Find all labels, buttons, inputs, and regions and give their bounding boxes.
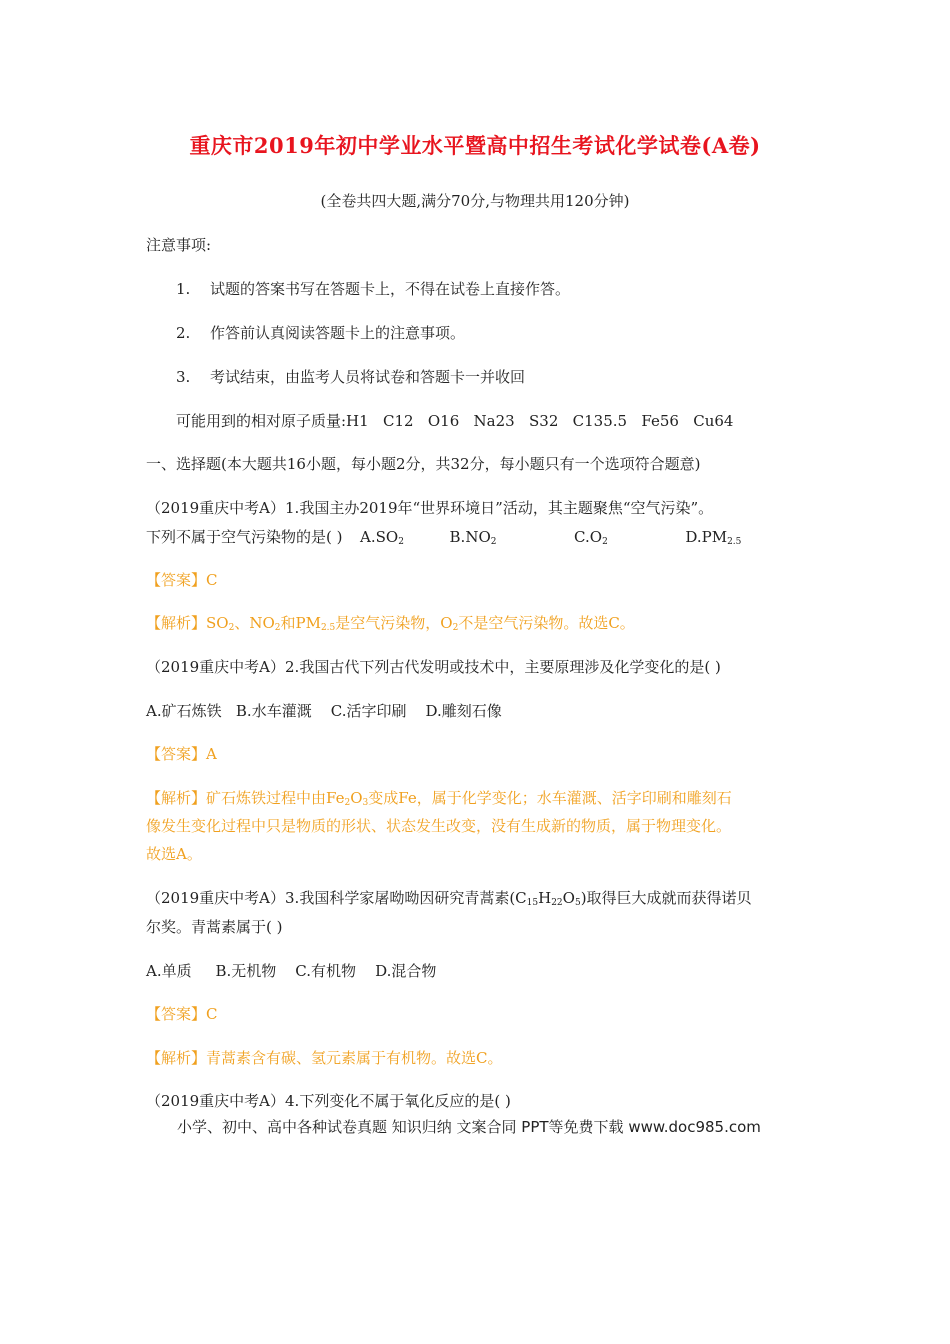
question-4-line-1: （2019重庆中考A）4.下列变化不属于氧化反应的是( ) (146, 1092, 511, 1110)
answer-value: C (206, 571, 218, 589)
notice-item-text: 作答前认真阅读答题卡上的注意事项。 (210, 324, 466, 342)
option-d: $D.PM_{2.5}$ (685, 528, 742, 547)
question-3-options: A.单质 B.无机物 C.有机物 D.混合物 (146, 962, 437, 980)
analysis-label: 【解析】 (146, 614, 207, 632)
analysis-label: 【解析】 (146, 1049, 207, 1067)
page-title: 重庆市2019年初中学业水平暨高中招生考试化学试卷(A卷) (189, 133, 761, 158)
option-a: $A.SO_2$ (360, 528, 404, 547)
footer-ad: 小学、初中、高中各种试卷真题 知识归纳 文案合同 PPT等免费下载 www.doc985.com (177, 1118, 761, 1136)
answer-value: C (206, 1005, 218, 1023)
question-2-options: A.矿石炼铁 B.水车灌溉 C.活字印刷 D.雕刻石像 (146, 702, 502, 720)
answer-1 (146, 569, 218, 590)
answer-value: A (206, 745, 217, 763)
answer-label: 【答案】 (146, 571, 207, 589)
section-heading: 一、选择题(本大题共16小题，每小题2分，共32分，每小题只有一个选项符合题意) (146, 455, 701, 473)
notice-item-3 (176, 366, 525, 387)
question-1-line-1: （2019重庆中考A）1.我国主办2019年“世界环境日”活动，其主题聚焦“空气污染”。 (146, 499, 714, 517)
option-c: $C.O_2$ (574, 528, 608, 547)
notice-item-text: 考试结束，由监考人员将试卷和答题卡一并收回 (210, 368, 526, 386)
answer-label: 【答案】 (146, 745, 207, 763)
analysis-label: 【解析】 (146, 789, 207, 807)
answer-label: 【答案】 (146, 1005, 207, 1023)
question-3-line-2: 尔奖。青蒿素属于( ) (146, 918, 283, 936)
question-2-line-1: （2019重庆中考A）2.我国古代下列古代发明或技术中，主要原理涉及化学变化的是( ) (146, 658, 721, 676)
answer-2 (146, 743, 217, 764)
page-subtitle: (全卷共四大题,满分70分,与物理共用120分钟) (320, 192, 630, 210)
notice-item-number: 1. (176, 280, 191, 298)
answer-3 (146, 1003, 218, 1024)
analysis-1: 【解析】$SO_2$、$NO_2$和$PM_{2.5}$是空气污染物，$O_2$不是空气污染物。故选C。 (146, 614, 635, 633)
analysis-2-line-2: 像发生变化过程中只是物质的形状、状态发生改变，没有生成新的物质，属于物理变化。 (146, 817, 732, 835)
notice-item-number: 2. (176, 324, 191, 342)
notice-heading: 注意事项: (146, 236, 212, 254)
option-b: $B.NO_2$ (449, 528, 497, 547)
notice-item-2 (176, 322, 465, 343)
question-1-line-2 (146, 526, 741, 547)
question-1-stem: 下列不属于空气污染物的是( ) (146, 528, 343, 546)
notice-item-text: 试题的答案书写在答题卡上，不得在试卷上直接作答。 (210, 280, 571, 298)
analysis-2-line-1: 【解析】矿石炼铁过程中由$Fe_2O_3$变成Fe，属于化学变化；水车灌溉、活字印刷和雕刻石 (146, 789, 732, 808)
analysis-3: 【解析】青蒿素含有碳、氢元素属于有机物。故选C。 (146, 1049, 503, 1067)
question-3-line-1: （2019重庆中考A）3.我国科学家屠呦呦因研究青蒿素$(C_{15}H_{22}O_5)$取得巨大成就而获得诺贝 (146, 889, 752, 908)
analysis-2-line-3: 故选A。 (146, 845, 202, 863)
notice-item-1 (176, 278, 570, 299)
atomic-mass-line: 可能用到的相对原子质量:H1 C12 O16 Na23 S32 C135.5 Fe56 Cu64 (176, 412, 734, 430)
notice-item-number: 3. (176, 368, 191, 386)
